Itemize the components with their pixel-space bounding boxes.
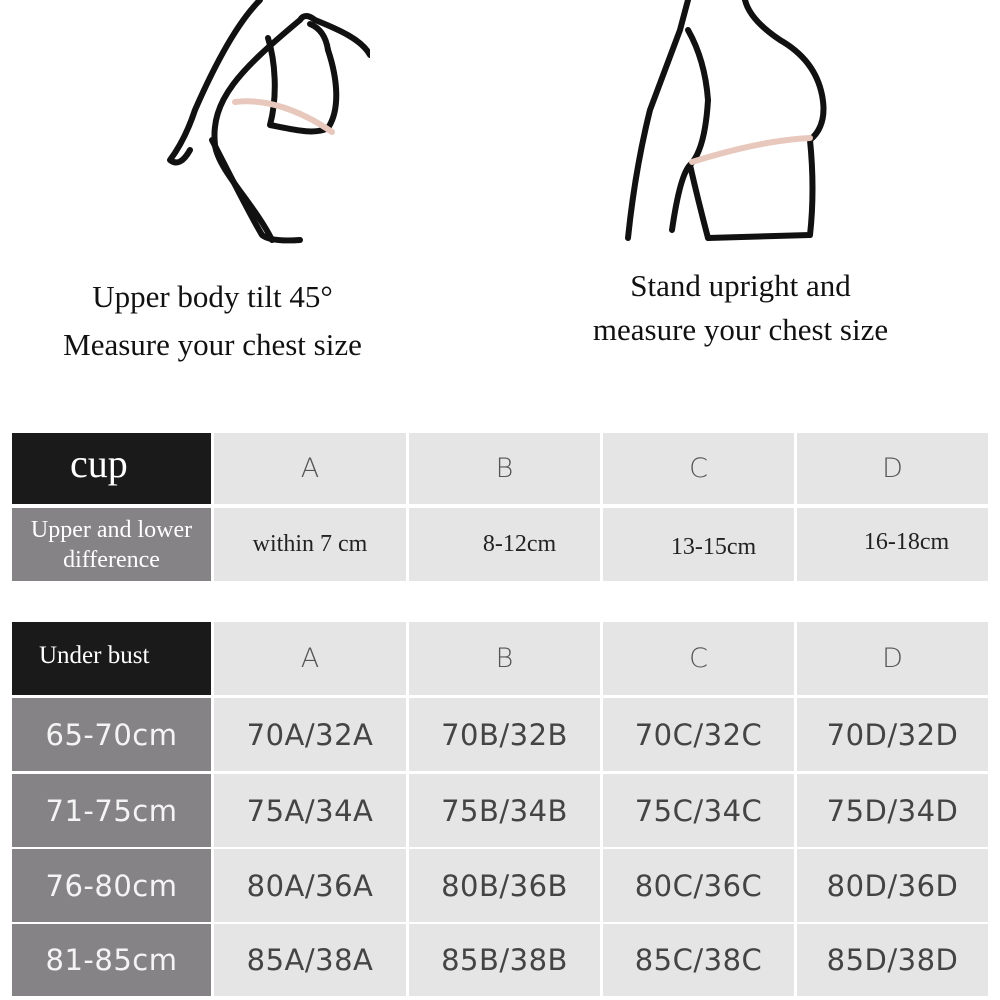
size-cell: 75A/34A [214,774,406,847]
tilt-caption-line-1: Upper body tilt 45° [92,279,333,314]
size-cell: 80B/36B [409,849,600,922]
cup-column-b: B [409,433,600,504]
cup-table [12,433,988,581]
cup-header-row [12,433,988,504]
size-cell: 85B/38B [409,924,600,996]
difference-row [12,508,988,581]
under-bust-label: 81-85cm [12,924,211,996]
size-cell: 75C/34C [603,774,794,847]
upright-caption-line-2: measure your chest size [592,312,889,347]
size-header-row [12,622,988,695]
size-column-d: D [797,622,988,695]
difference-value-b: 8-12cm [409,508,600,581]
size-row [12,849,988,922]
cup-column-c: C [603,433,794,504]
size-cell: 75D/34D [797,774,988,847]
size-cell: 80C/36C [603,849,794,922]
cup-column-a: A [214,433,406,504]
size-cell: 70C/32C [603,698,794,771]
difference-label [12,508,211,581]
size-cell: 85D/38D [797,924,988,996]
difference-label-line-2: difference [63,546,160,573]
cup-column-d: D [797,433,988,504]
cup-header: cup [12,433,211,504]
size-cell: 80D/36D [797,849,988,922]
difference-value-a: within 7 cm [214,508,406,581]
size-row [12,924,988,996]
upright-caption-line-1: Stand upright and [630,268,851,303]
under-bust-label: 76-80cm [12,849,211,922]
difference-value-c: 13-15cm [603,508,794,581]
size-cell: 80A/36A [214,849,406,922]
tilt-caption-line-2: Measure your chest size [63,327,362,362]
tilted-torso-measure-icon [100,0,370,250]
under-bust-label: 71-75cm [12,774,211,847]
size-column-a: A [214,622,406,695]
upright-caption [548,264,933,352]
upright-torso-measure-icon [610,0,840,250]
size-cell: 70B/32B [409,698,600,771]
size-cell: 70A/32A [214,698,406,771]
size-column-b: B [409,622,600,695]
size-cell: 85C/38C [603,924,794,996]
tilt-caption [20,273,405,369]
difference-value-d: 16-18cm [797,508,988,581]
under-bust-label: 65-70cm [12,698,211,771]
size-row [12,774,988,847]
size-column-c: C [603,622,794,695]
size-row [12,698,988,771]
size-cell: 75B/34B [409,774,600,847]
under-bust-header: Under bust [12,622,211,695]
difference-label-line-1: Upper and lower [30,516,193,543]
size-table [12,622,988,996]
size-cell: 85A/38A [214,924,406,996]
size-cell: 70D/32D [797,698,988,771]
